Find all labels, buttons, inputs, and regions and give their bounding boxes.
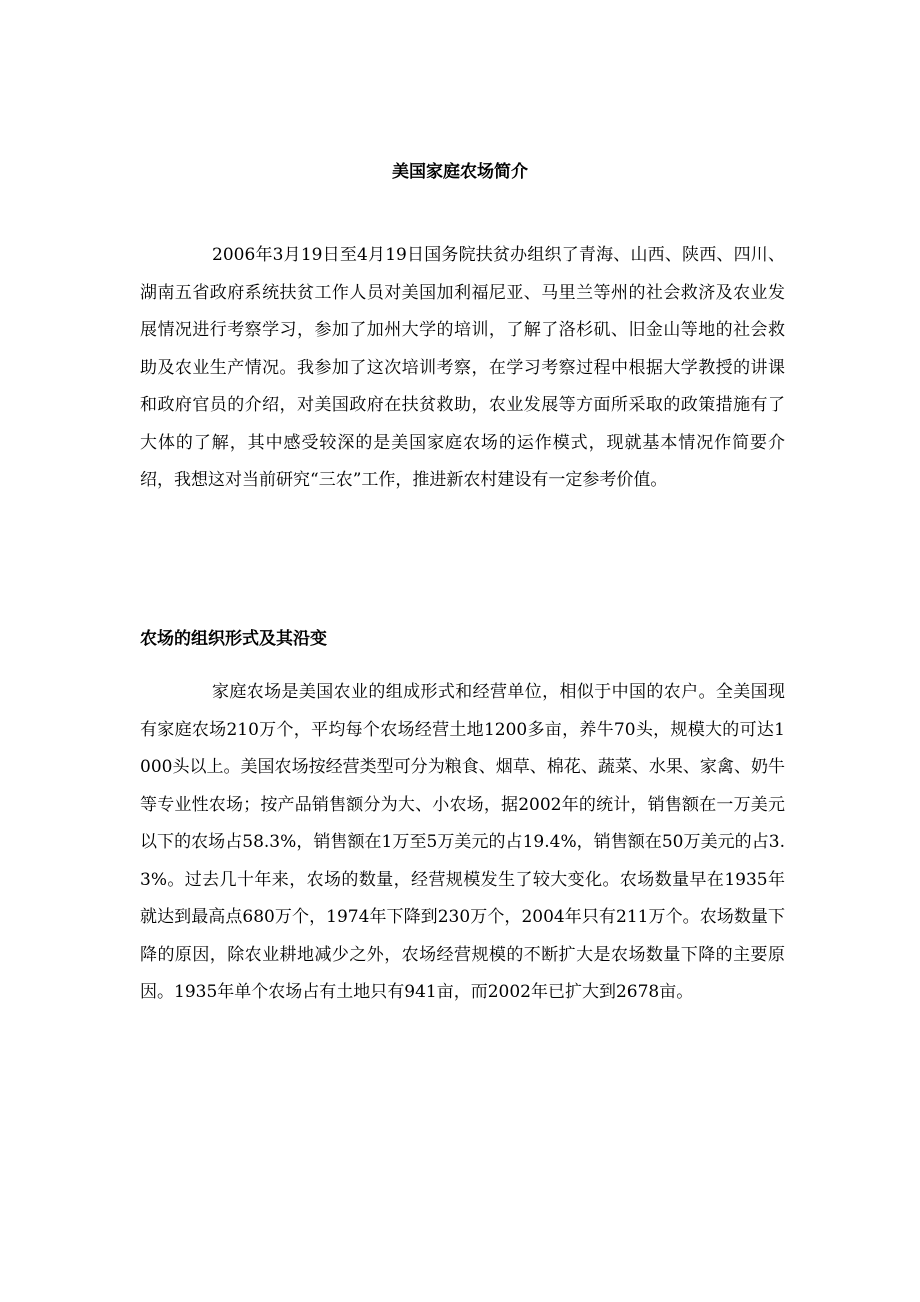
section-paragraph: 家庭农场是美国农业的组成形式和经营单位，相似于中国的农户。全美国现有家庭农场210万个，平均每个农场经营土地1200多亩，养牛70头，规模大的可达1000头以上。美国农场按经营类型可分为粮食、烟草、棉花、蔬菜、水果、家禽、奶牛等专业性农场；按产品销售额分为大、小农场，据2002年的统计，销售额在一万美元以下的农场占58.3%，销售额在1万至5万美元的占19.4%，销售额在50万美元的占3.3%。过去几十年来，农场的数量，经营规模发生了较大变化。农场数量早在1935年就达到最高点680万个，1974年下降到230万个，2004年只有211万个。农场数量下降的原因，除农业耕地减少之外，农场经营规模的不断扩大是农场数量下降的主要原因。1935年单个农场占有土地只有941亩，而2002年已扩大到2678亩。 (140, 682, 785, 1002)
document-title: 美国家庭农场简介 (392, 162, 528, 182)
intro-paragraph: 2006年3月19日至4月19日国务院扶贫办组织了青海、山西、陕西、四川、湖南五省政府系统扶贫工作人员对美国加利福尼亚、马里兰等州的社会救济及农业发展情况进行考察学习，参加了加州大学的培训，了解了洛杉矶、旧金山等地的社会救助及农业生产情况。我参加了这次培训考察，在学习考察过程中根据大学教授的讲课和政府官员的介绍，对美国政府在扶贫救助，农业发展等方面所采取的政策措施有了大体的了解，其中感受较深的是美国家庭农场的运作模式，现就基本情况作简要介绍，我想这对当前研究“三农”工作，推进新农村建设有一定参考价值。 (140, 245, 785, 490)
section-heading: 农场的组织形式及其沿变 (140, 629, 327, 649)
